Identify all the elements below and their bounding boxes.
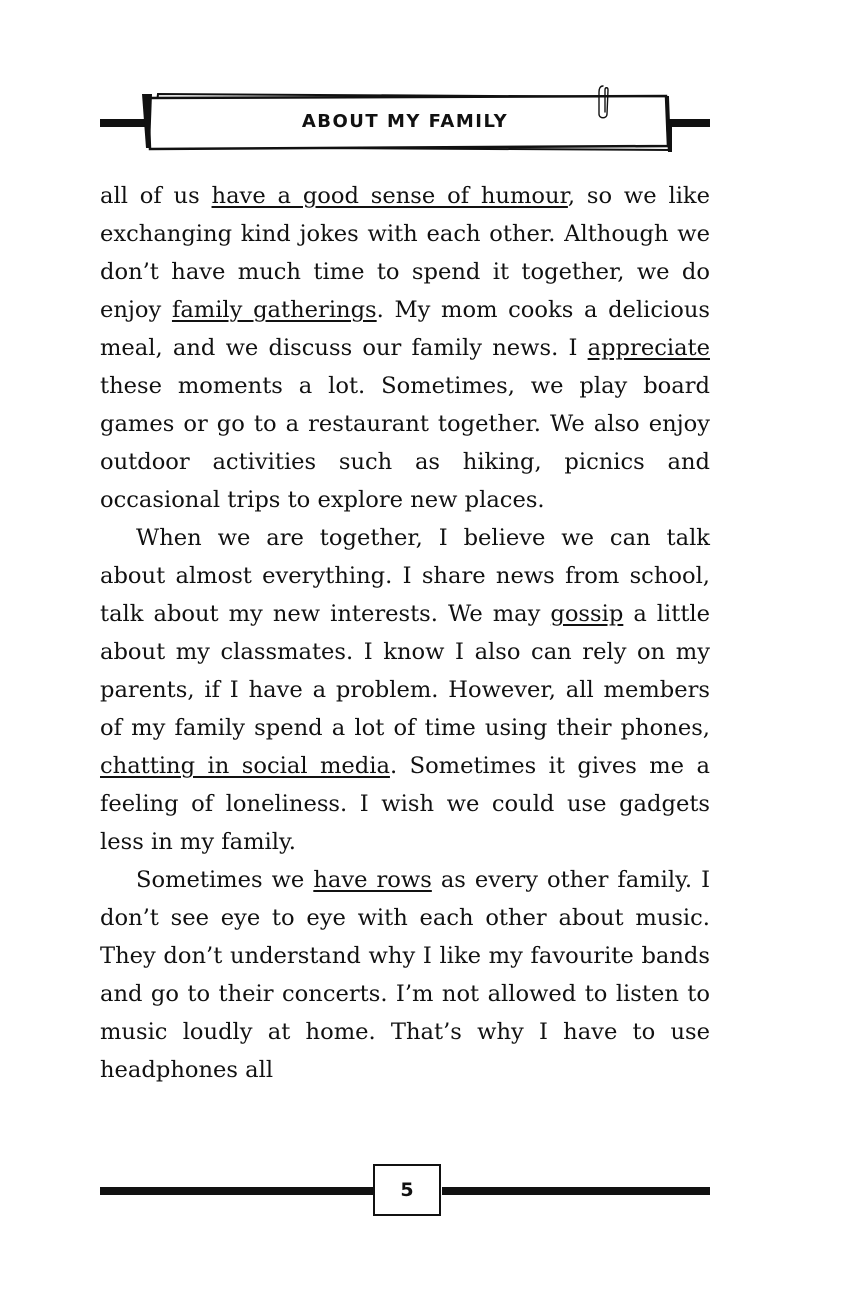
text-run: , so we like exchanging kind jokes with each other. Although we don’t have much time to spend it together, we do enjoy	[100, 183, 710, 323]
vocab-phrase: have rows	[313, 867, 432, 893]
text-run: all of us	[100, 183, 212, 209]
footer-rule-right	[442, 1187, 710, 1195]
vocab-phrase: family gatherings	[171, 297, 377, 323]
body-text	[100, 177, 710, 1089]
text-run: When we are together, I believe we can talk about almost everything. I share news from school, talk about my new interests. We may	[100, 525, 710, 627]
text-run: . Sometimes it gives me a feeling of loneliness. I wish we could use gadgets less in my family.	[100, 753, 710, 855]
vocab-phrase: chatting in social media	[100, 753, 390, 779]
chapter-header	[100, 84, 710, 156]
text-run: a little about my classmates. I know I also can rely on my parents, if I have a problem. However, all members of my family spend a lot of time using their phones,	[100, 601, 710, 741]
text-run: these moments a lot. Sometimes, we play board games or go to a restaurant together. We also enjoy outdoor activities such as hiking, picnics and occasional trips to explore new places.	[100, 373, 710, 513]
vocab-phrase: appreciate	[587, 335, 710, 361]
paragraph	[100, 519, 710, 861]
paragraph	[100, 177, 710, 519]
vocab-phrase: gossip	[550, 601, 624, 627]
chapter-title: ABOUT MY FAMILY	[301, 111, 509, 132]
paragraph	[100, 861, 710, 1089]
vocab-phrase: have a good sense of humour	[211, 183, 568, 209]
page-number: 5	[373, 1164, 441, 1216]
text-run: . My mom cooks a delicious meal, and we discuss our family news. I	[100, 297, 710, 361]
footer-rule-left	[100, 1187, 374, 1195]
text-run: Sometimes we	[136, 867, 314, 893]
text-run: as every other family. I don’t see eye to eye with each other about music. They don’t understand why I like my favourite bands and go to their concerts. I’m not allowed to listen to music loudly at home. That’s why I have to use headphones all	[100, 867, 710, 1083]
